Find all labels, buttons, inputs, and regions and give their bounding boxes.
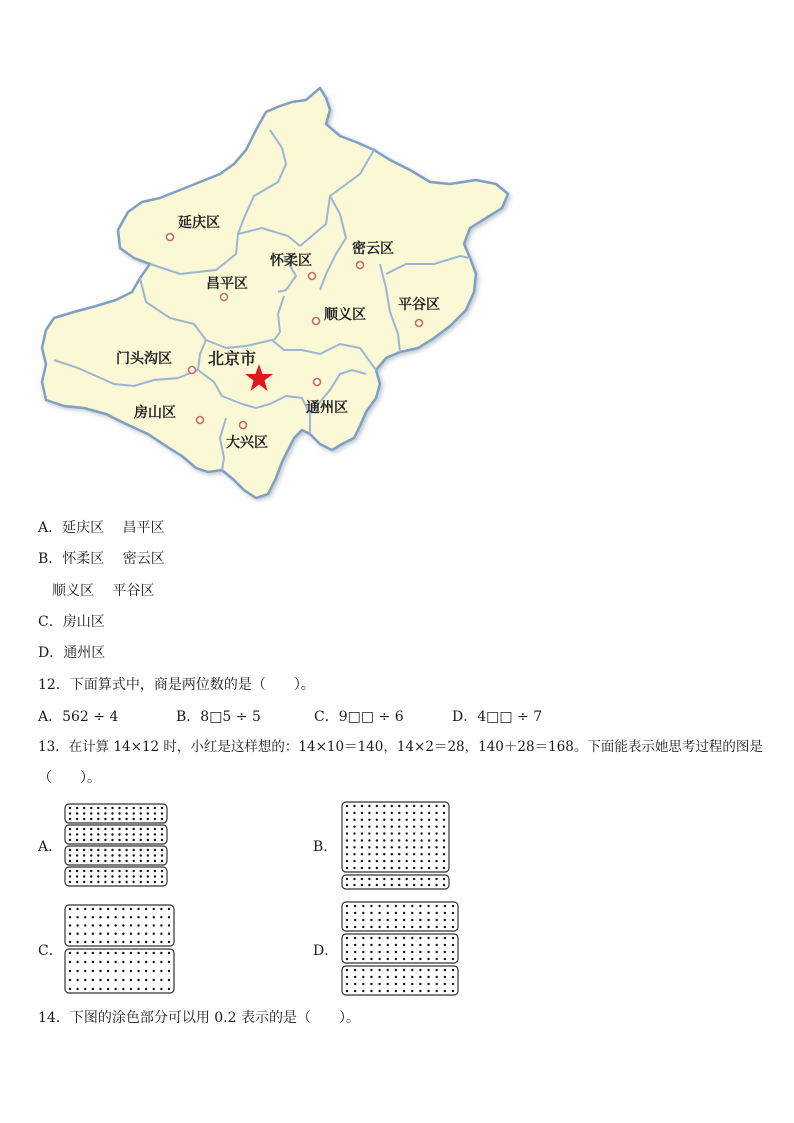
q12-stem: 12．下面算式中，商是两位数的是（ ）。 xyxy=(38,677,315,693)
district-label-daxing: 大兴区 xyxy=(226,435,268,451)
q12-option-b[interactable]: B．8□5 ÷ 5 xyxy=(176,709,261,725)
q12-option-c[interactable]: C．9□□ ÷ 6 xyxy=(314,709,404,725)
district-label-shunyi: 顺义区 xyxy=(324,307,366,323)
q11-option-b-cont: 顺义区 平谷区 xyxy=(38,583,155,599)
district-label-pinggu: 平谷区 xyxy=(398,297,440,313)
q12-options xyxy=(0,706,794,726)
district-label-yanqing: 延庆区 xyxy=(178,215,220,231)
district-label-changping: 昌平区 xyxy=(206,276,248,292)
district-label-huairou: 怀柔区 xyxy=(270,253,312,269)
q13-figure-a[interactable] xyxy=(64,803,170,889)
district-label-mentougou: 门头沟区 xyxy=(116,351,172,367)
q13-stem-line2: （ ）。 xyxy=(38,770,101,786)
district-label-tongzhou: 通州区 xyxy=(306,400,348,416)
q13-label-a[interactable]: A． xyxy=(38,839,63,855)
q13-figure-d[interactable] xyxy=(341,901,461,997)
q13-label-b[interactable]: B． xyxy=(313,839,338,855)
q12-option-d[interactable]: D．4□□ ÷ 7 xyxy=(452,709,543,725)
beijing-map xyxy=(30,78,520,508)
q13-figure-c[interactable] xyxy=(64,904,176,995)
district-label-fangshan: 房山区 xyxy=(134,405,176,421)
district-label-miyun: 密云区 xyxy=(352,241,394,257)
q12-option-a[interactable]: A．562 ÷ 4 xyxy=(38,709,119,725)
q11-option-d[interactable]: D．通州区 xyxy=(38,645,106,661)
q11-option-c[interactable]: C．房山区 xyxy=(38,614,105,630)
q14-stem: 14．下图的涂色部分可以用 0.2 表示的是（ ）。 xyxy=(38,1010,360,1026)
q11-option-a[interactable]: A．延庆区 昌平区 xyxy=(38,520,165,536)
q11-option-b[interactable]: B．怀柔区 密云区 xyxy=(38,551,165,567)
map-outline xyxy=(42,88,508,498)
q13-label-c[interactable]: C． xyxy=(38,943,63,959)
q13-label-d[interactable]: D． xyxy=(313,943,339,959)
capital-label-beijing: 北京市 xyxy=(208,349,257,368)
q13-figure-b[interactable] xyxy=(341,801,451,891)
q13-stem-line1: 13．在计算 14×12 时，小红是这样想的：14×10＝140，14×2＝28，140＋28＝168。下面能表示她思考过程的图是 xyxy=(38,739,763,755)
